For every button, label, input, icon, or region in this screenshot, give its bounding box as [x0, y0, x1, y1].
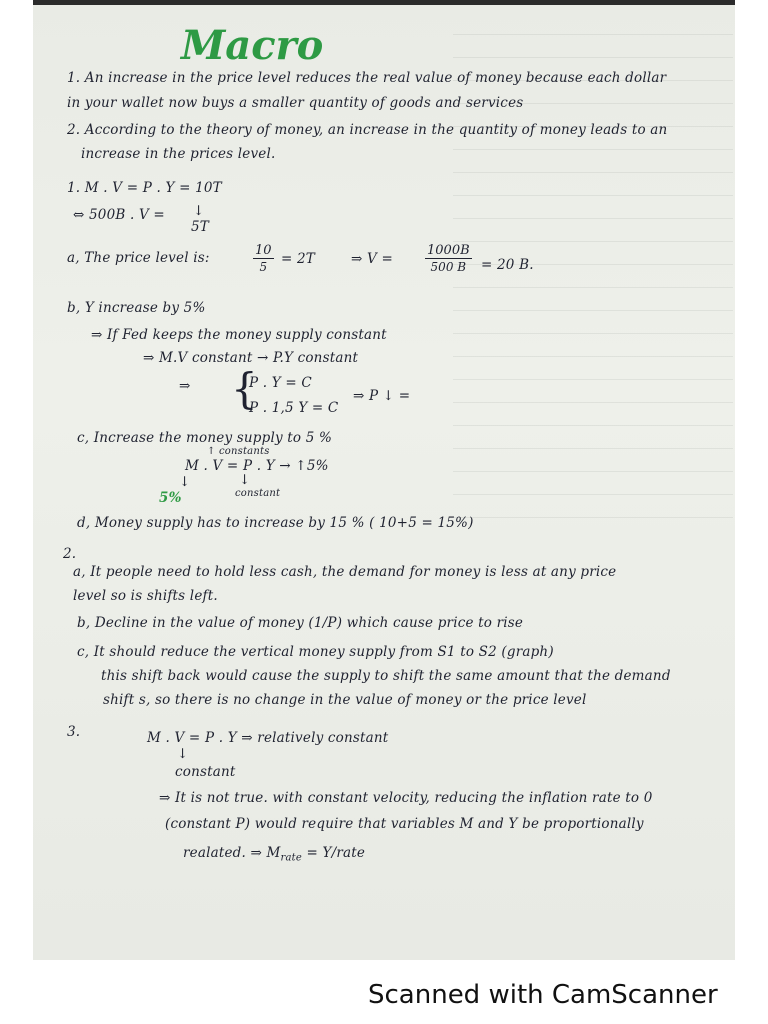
equation-1: 1. M . V = P . Y = 10T: [67, 180, 222, 196]
equation-2-5t: 5T: [191, 219, 209, 235]
part-b-system-eq-1: P . Y = C: [249, 375, 312, 391]
part-b-result: ⇒ P ↓ =: [353, 388, 411, 404]
section-3-constant: constant: [175, 764, 236, 780]
part-a-equals: = 2T: [281, 251, 315, 267]
part-a-arrow: ⇒ V =: [351, 251, 393, 267]
part-a-fraction: [253, 243, 274, 274]
section-2-c-line-1: c, It should reduce the vertical money supply from S1 to S2 (graph): [77, 644, 554, 660]
fraction-denominator: 5: [259, 260, 268, 274]
para-1-line-2: in your wallet now buys a smaller quantity of goods and services: [67, 95, 524, 111]
section-2-a-line-1: a, It people need to hold less cash, the demand for money is less at any price: [73, 564, 617, 580]
part-c-arrow-1: ↓: [179, 474, 191, 490]
section-2-label: 2.: [63, 546, 77, 562]
section-2-a-line-2: level so is shifts left.: [73, 588, 218, 604]
section-3-line-c-head: realated. ⇒ M: [183, 845, 281, 861]
fraction-numerator: 1000B: [427, 243, 470, 258]
fraction-denominator: 500 B: [430, 260, 467, 274]
part-a-fraction-2: [425, 243, 472, 274]
section-3-line-a: ⇒ It is not true. with constant velocity, reducing the inflation rate to 0: [159, 790, 653, 806]
part-b-line-1: ⇒ If Fed keeps the money supply constant: [91, 327, 387, 343]
part-a-result: = 20 B.: [481, 257, 534, 273]
system-brace: {: [231, 364, 258, 413]
para-1-line-1: 1. An increase in the price level reduces the real value of money because each dollar: [67, 70, 667, 86]
part-b-line-3-prefix: ⇒: [179, 378, 191, 394]
para-2-line-1: 2. According to the theory of money, an increase in the quantity of money leads to an: [67, 122, 668, 138]
scanned-page: [33, 0, 735, 960]
section-3-line-c-subscript: rate: [280, 852, 303, 864]
fraction-numerator: 10: [255, 243, 272, 258]
part-c-arrow-2: ↓: [239, 472, 251, 488]
section-3-line-c: [183, 845, 365, 864]
section-3-equation: M . V = P . Y ⇒ relatively constant: [147, 730, 389, 746]
part-b-system-eq-2: P . 1,5 Y = C: [249, 400, 339, 416]
part-c-label: c, Increase the money supply to 5 %: [77, 430, 333, 446]
equation-2: ⇔ 500B . V =: [73, 207, 165, 223]
part-a-label: a, The price level is:: [67, 250, 210, 266]
part-c-equation: M . V = P . Y → ↑5%: [185, 458, 329, 474]
part-c-constant: constant: [235, 488, 281, 499]
section-2-b: b, Decline in the value of money (1/P) which cause price to rise: [77, 615, 524, 631]
section-2-c-line-2: this shift back would cause the supply to shift the same amount that the demand: [101, 668, 671, 684]
section-3-label: 3.: [67, 724, 81, 740]
page-top-edge: [33, 0, 735, 5]
part-b-line-2: ⇒ M.V constant → P.Y constant: [143, 350, 359, 366]
page-title: Macro: [181, 22, 324, 69]
section-3-line-c-tail: = Y/rate: [302, 845, 366, 861]
part-d-label: d, Money supply has to increase by 15 % ( 10+5 = 15%): [77, 515, 474, 531]
part-c-note: ↑ constants: [207, 446, 270, 457]
part-b-label: b, Y increase by 5%: [67, 300, 206, 316]
section-2-c-line-3: shift s, so there is no change in the value of money or the price level: [103, 692, 587, 708]
camscanner-footer: Scanned with CamScanner: [368, 980, 718, 1010]
part-c-5-percent: 5%: [159, 490, 182, 506]
equation-2-arrow: ↓: [193, 203, 205, 219]
section-3-arrow: ↓: [177, 746, 189, 762]
section-3-line-b: (constant P) would require that variables M and Y be proportionally: [165, 816, 644, 832]
para-2-line-2: increase in the prices level.: [81, 146, 276, 162]
